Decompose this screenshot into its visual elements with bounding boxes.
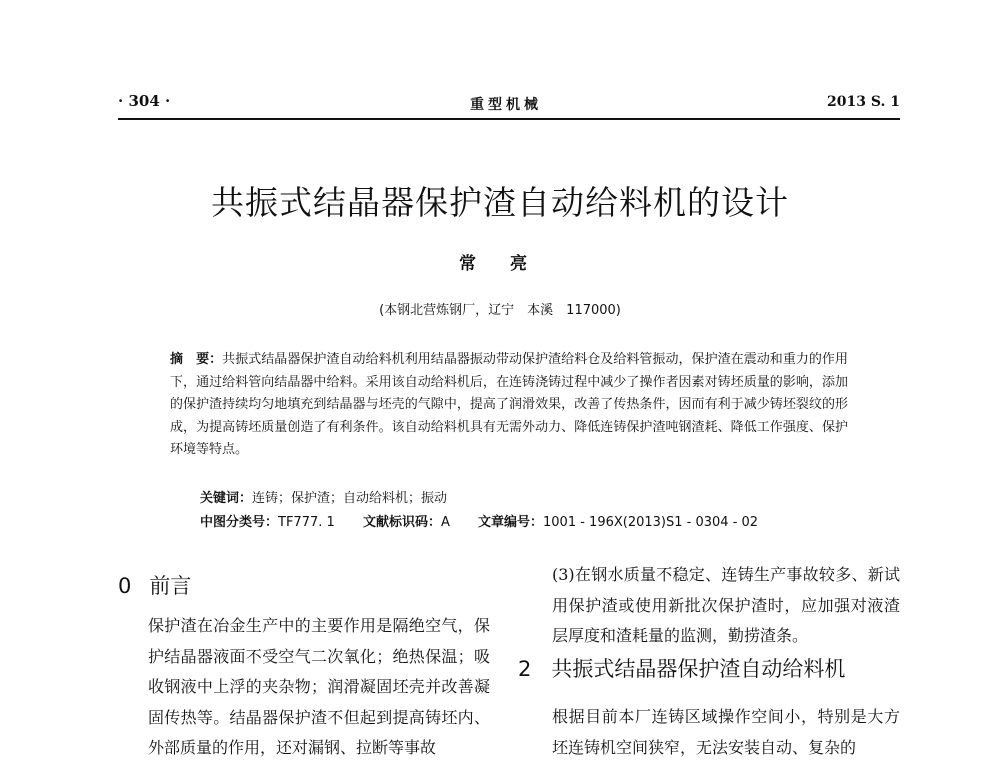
abstract-label: 摘 要： — [170, 352, 223, 367]
doc-code-label: 文献标识码： — [362, 515, 441, 530]
page-number: · 304 · — [118, 92, 171, 110]
author-name: 常 亮 — [459, 254, 541, 274]
journal-name: 重型机械 — [470, 97, 542, 113]
abstract-text: 共振式结晶器保护渣自动给料机利用结晶器振动带动保护渣给料仓及给料管振动，保护渣在震动和重力的作用下，通过给料管向结晶器中给料。采用该自动给料机后，在连铸浇铸过程中减少了操作者因素对铸坯质量的影响，添加的保护渣持续均匀地填充到结晶器与坯壳的气隙中，提高了润滑效果，改善了传热条件，因而有利于减少铸坯裂纹的形成，为提高铸坯质量创造了有利条件。该自动给料机具有无需外动力、降低连铸保护渣吨钢渣耗、降低工作强度、保护环境等特点。 — [170, 352, 848, 458]
abstract — [170, 349, 848, 462]
intro-number: 0 — [118, 574, 132, 598]
keywords — [200, 487, 447, 506]
right-para-text: (3)在钢水质量不稳定、连铸生产事故较多、新试用保护渣或使用新批次保护渣时，应加强对液渣层厚度和渣耗量的监测，勤捞渣条。 — [552, 565, 900, 645]
issue-label: 2013 S. 1 — [827, 94, 900, 110]
sec2-text: 根据目前本厂连铸区域操作空间小，特别是大方坯连铸机空间狭窄，无法安装自动、复杂的 — [552, 707, 900, 757]
intro-text: 保护渣在冶金生产中的主要作用是隔绝空气，保护结晶器液面不受空气二次氧化；绝热保温；吸收钢液中上浮的夹杂物；润滑凝固坯壳并改善凝固传热等。结晶器保护渣不但起到提高铸坯内、外部质量的作用，还对漏钢、拉断等事故 — [148, 616, 490, 757]
sec2-title: 共振式结晶器保护渣自动给料机 — [551, 657, 846, 681]
article-title: 共振式结晶器保护渣自动给料机的设计 — [211, 183, 789, 222]
section-heading-2 — [518, 653, 845, 683]
intro-paragraph — [112, 611, 490, 764]
article-id-label: 文章编号： — [478, 515, 544, 530]
keywords-label: 关键词： — [200, 491, 253, 506]
classification-line — [200, 511, 758, 530]
clc-value: TF777. 1 — [278, 515, 335, 530]
keywords-text: 连铸；保护渣；自动给料机；振动 — [252, 491, 448, 506]
header-rule — [118, 118, 900, 120]
right-paragraph — [518, 560, 900, 652]
affiliation: (本钢北营炼钢厂，辽宁 本溪 117000) — [379, 303, 621, 318]
sec2-paragraph — [518, 702, 900, 763]
clc-label: 中图分类号： — [200, 515, 279, 530]
section-heading-intro — [118, 570, 191, 600]
article-id-value: 1001 - 196X(2013)S1 - 0304 - 02 — [543, 515, 759, 530]
sec2-number: 2 — [518, 657, 532, 681]
doc-code-value: A — [440, 515, 450, 530]
intro-title: 前言 — [149, 574, 192, 598]
